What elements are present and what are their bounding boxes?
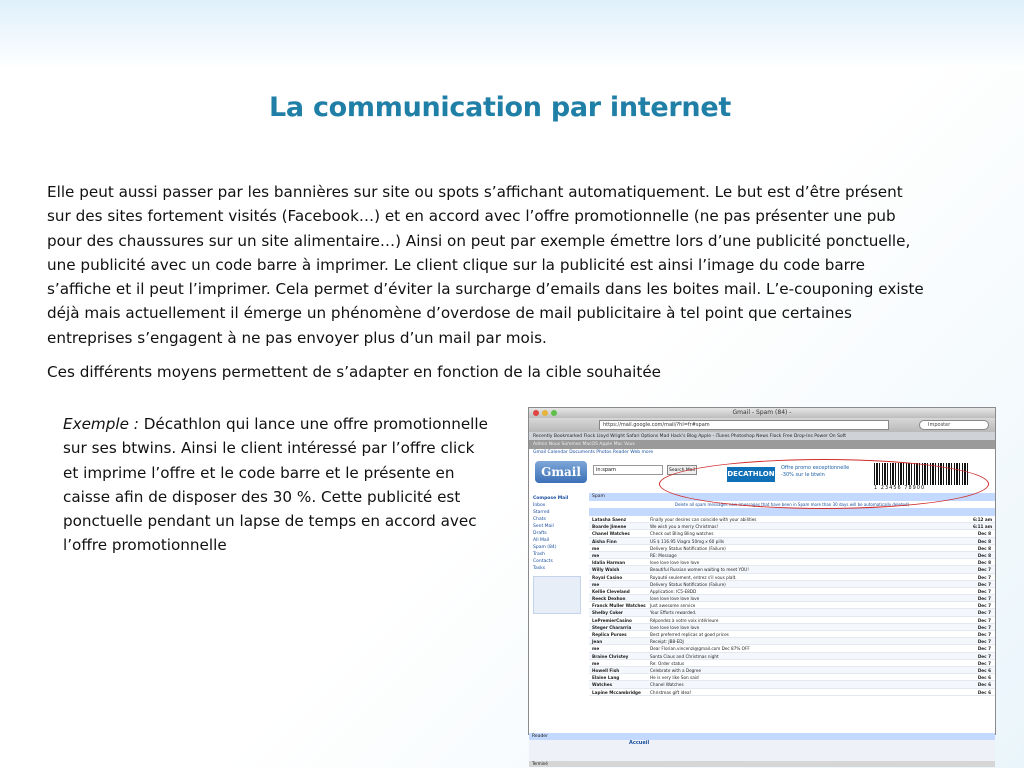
mail-subject: Delivery Status Notification (Failure): [650, 581, 726, 587]
mail-subject: Application: IC5-E8DD: [650, 588, 697, 594]
mail-row: [589, 552, 995, 559]
mail-date: Dec 7: [977, 624, 991, 630]
mail-header: Spam: [589, 493, 995, 501]
mail-sender: Idalia Harman: [592, 560, 626, 566]
mail-row: [589, 559, 995, 566]
mail-date: Dec 8: [977, 552, 991, 558]
mail-subject: RE: Message: [650, 552, 677, 558]
mail-actions: [589, 508, 995, 516]
reader-label: Reader: [529, 733, 995, 740]
mail-sender: Boarde Jimene: [592, 524, 627, 530]
sidebar-item: Spam (84): [533, 545, 557, 550]
mail-subject: Beautiful Russian women waiting to meet YOU!: [650, 567, 749, 573]
sidebar-item: Sent Mail: [533, 524, 554, 529]
minimize-icon: [542, 410, 548, 416]
mail-sender: Jean: [592, 639, 603, 645]
zoom-icon: [551, 410, 557, 416]
sidebar-item: Tasks: [533, 566, 546, 571]
sidebar-item: Starred: [533, 510, 550, 515]
reader-item: Accueil: [629, 740, 650, 746]
mail-date: Dec 6: [977, 667, 991, 673]
mail-row: [589, 653, 995, 660]
mail-subject: Dear Florian.vincenzi@gmail.com Dec 87% OFF: [650, 646, 750, 652]
mail-row: [589, 538, 995, 545]
mail-row: [589, 660, 995, 667]
mail-row: [589, 545, 995, 552]
mail-sender: LePremierCasino: [592, 617, 632, 623]
mail-sender: Braine Christey: [592, 653, 629, 659]
compose-mail-link: Compose Mail: [533, 496, 569, 501]
sidebar-item: Contacts: [533, 559, 553, 564]
mail-sender: Elaine Lang: [592, 675, 620, 681]
gmail-nav: Gmail Calendar Documents Photos Reader Web more: [529, 449, 995, 457]
mail-date: Dec 8: [977, 560, 991, 566]
mail-list: [589, 493, 995, 733]
url-bar: https://mail.google.com/mail/?hl=fr#spam: [599, 420, 889, 430]
mail-subject: Christmas gift idea!: [650, 689, 692, 695]
mail-date: Dec 7: [977, 639, 991, 645]
mail-date: Dec 8: [977, 538, 991, 544]
mail-date: Dec 7: [977, 588, 991, 594]
mail-subject: Best preferred replicas at good prices: [650, 632, 729, 637]
mail-row: [589, 674, 995, 681]
mail-sender: Shelby Coker: [592, 610, 623, 616]
reader-panel: [529, 733, 995, 761]
mail-date: Dec 7: [977, 596, 991, 602]
mail-row: [589, 645, 995, 652]
browser-search: Imposter: [919, 420, 989, 430]
mail-subject: Your Efforts rewarded.: [650, 610, 697, 616]
mail-date: Dec 6: [977, 682, 991, 688]
ad-line-1: Offre promo exceptionnelle: [781, 465, 850, 471]
mail-row: [589, 566, 995, 573]
mail-sender: Chanel Watches: [592, 531, 630, 537]
gmail-screenshot: [528, 407, 996, 766]
mail-sender: Howell Fish: [592, 667, 620, 673]
mail-sender: Lapine Mccambridge: [592, 689, 641, 695]
mail-sender: Steger Chararria: [592, 624, 632, 630]
mail-row: [589, 631, 995, 638]
mail-row: [589, 617, 995, 624]
mail-subject: He is very like Son said: [650, 675, 699, 681]
window-titlebar: [529, 408, 995, 418]
mail-date: Dec 7: [977, 646, 991, 652]
mail-sender: Kellie Cleveland: [592, 588, 630, 594]
mail-date: Dec 6: [977, 675, 991, 681]
mail-sender: Latasha Saenz: [592, 517, 627, 522]
mail-sender: Reeck Dexhon: [592, 596, 626, 602]
mail-date: 6:12 am: [973, 517, 993, 522]
mail-subject: Re: Order status: [650, 660, 685, 666]
gmail-logo: Gmail: [535, 461, 587, 483]
top-decor-band: [0, 0, 1024, 70]
mail-sender: me: [592, 545, 600, 551]
gmail-body: [529, 493, 995, 733]
mail-subject: Royauté seulement, entrez s'il vous plaît.: [650, 574, 737, 580]
mail-row: [589, 516, 995, 523]
example-text: Décathlon qui lance une offre promotionnelle sur ses btwins. Ainsi le client intéressé par l’offre click et imprime l’offre et le code barre et le présente en caisse afin de disposer des 30 %. Cette publicité est ponctuelle pendant un lapse de temps en accord avec l’offre promotionnelle: [63, 415, 488, 555]
tab-bar: Admin Nous Sommes MacOS Apple Mac Vous: [529, 441, 995, 449]
mail-row: [589, 574, 995, 581]
mail-row: [589, 667, 995, 674]
mail-subject: Chanel Watches: [650, 682, 684, 688]
mail-row: [589, 689, 995, 696]
browser-toolbar: [529, 418, 995, 432]
mail-row: [589, 595, 995, 602]
mail-subject: love love love love love: [650, 624, 700, 630]
sidebar-item: Trash: [533, 552, 545, 557]
mail-row: [589, 638, 995, 645]
mail-subject: US $ 116.95 Viagra 50mg x 60 pills: [650, 538, 725, 544]
mail-row: [589, 523, 995, 530]
window-controls: [533, 410, 557, 416]
mail-date: Dec 8: [977, 545, 991, 551]
ad-highlight-circle: [659, 459, 989, 509]
mail-sender: Willy Walsh: [592, 567, 620, 573]
mail-sender: Replica Purses: [592, 632, 627, 637]
mail-date: Dec 7: [977, 632, 991, 637]
sidebar-item: Chats: [533, 517, 546, 522]
barcode-number: 1 23456 78900: [874, 485, 926, 491]
mail-sender: me: [592, 552, 600, 558]
mail-row: [589, 530, 995, 537]
mail-row: [589, 681, 995, 688]
bookmarks-bar: Recently Bookmarked Flock Lloyd Wright Safari Options Mad Hack's Blog Apple - iTunes Photoshop News Flock Free Drop-Ins Power On Soft: [529, 432, 995, 441]
mail-search-input: in:spam: [593, 465, 663, 475]
mail-subject: love love love love love: [650, 560, 700, 566]
mail-subject: Finally your desires can coincide with your abilities: [650, 517, 757, 522]
sidebar-item: Drafts: [533, 531, 547, 536]
mail-subject: Delivery Status Notification (Failure): [650, 545, 726, 551]
example-label: Exemple :: [63, 415, 139, 433]
decathlon-logo: DECATHLON: [727, 467, 775, 482]
close-icon: [533, 410, 539, 416]
mail-sender: Royal Casino: [592, 574, 623, 580]
spam-note: Delete all spam messages now (messages that have been in Spam more than 30 days will be automatically deleted): [674, 502, 910, 507]
mail-date: 6:11 am: [973, 524, 993, 530]
mail-subject: love love love love love: [650, 596, 700, 602]
mail-rows: [589, 516, 995, 696]
mail-subject: Check out Bling Bling watches: [650, 531, 714, 537]
mail-subject: Receipt: JB8-EDJ: [650, 639, 684, 645]
mail-sender: me: [592, 660, 600, 666]
mail-row: [589, 624, 995, 631]
sidebar-item: All Mail: [533, 538, 550, 543]
body-paragraph-2: Ces différents moyens permettent de s’adapter en fonction de la cible souhaitée: [47, 363, 662, 381]
sidebar-item: Inbox: [533, 503, 546, 508]
mail-subject: Santa Claus and Christmas night: [650, 653, 719, 659]
mail-sender: me: [592, 646, 600, 652]
sidebar-box: [533, 576, 581, 614]
mail-date: Dec 7: [977, 660, 991, 666]
mail-subject: We wish you a merry Christmas!: [650, 524, 719, 530]
body-paragraph: Elle peut aussi passer par les bannières sur site ou spots s’affichant automatiquement. Le but est d’être présent sur des sites fortement visités (Facebook…) et en accord avec l’offre promotionnelle (ne pas présenter une pub pour des chaussures sur un site alimentaire…) Ainsi on peut par exemple émettre lors d’une publicité ponctuelle, une publicité avec un code barre à imprimer. Le client clique sur la publicité est ainsi l’image du code barre s’affiche et il peut l’imprimer. Cela permet d’éviter la surcharge d’emails dans les boites mail. L’e-couponing existe déjà mais actuellement il émerge un phénomène d’overdose de mail publicitaire à tel point que certaines entreprises s’engagent à ne pas envoyer plus d’un mail par mois.: [47, 183, 924, 347]
mail-date: Dec 8: [977, 531, 991, 537]
mail-sender: Aisha Finn: [592, 538, 617, 544]
mail-row: [589, 588, 995, 595]
mail-date: Dec 7: [977, 617, 991, 623]
mail-row: [589, 602, 995, 609]
gmail-sidebar: [529, 493, 585, 733]
mail-date: Dec 7: [977, 581, 991, 587]
mail-date: Dec 7: [977, 574, 991, 580]
mail-sender: Watches: [592, 682, 613, 688]
status-bar: Terminé: [529, 761, 995, 767]
mail-row: [589, 581, 995, 588]
example-paragraph: [63, 412, 488, 558]
mail-sender: Franck Muller Watches: [592, 603, 646, 609]
mail-sender: me: [592, 581, 600, 587]
mail-date: Dec 7: [977, 610, 991, 616]
mail-date: Dec 7: [977, 603, 991, 609]
mail-subject: Celebrate with a Degree: [650, 667, 702, 673]
window-title: Gmail - Spam (84) -: [732, 409, 792, 416]
mail-date: Dec 7: [977, 567, 991, 573]
slide-title: La communication par internet: [269, 92, 731, 123]
mail-date: Dec 6: [977, 689, 991, 695]
mail-date: Dec 7: [977, 653, 991, 659]
gmail-header: [529, 457, 995, 493]
search-mail-button: Search Mail: [667, 465, 697, 475]
mail-subject: Just awesome service: [650, 603, 696, 609]
mail-subject: Répondez à votre voix intérieure: [650, 617, 719, 623]
ad-line-2: -30% sur le btwin: [781, 472, 825, 478]
mail-row: [589, 609, 995, 616]
